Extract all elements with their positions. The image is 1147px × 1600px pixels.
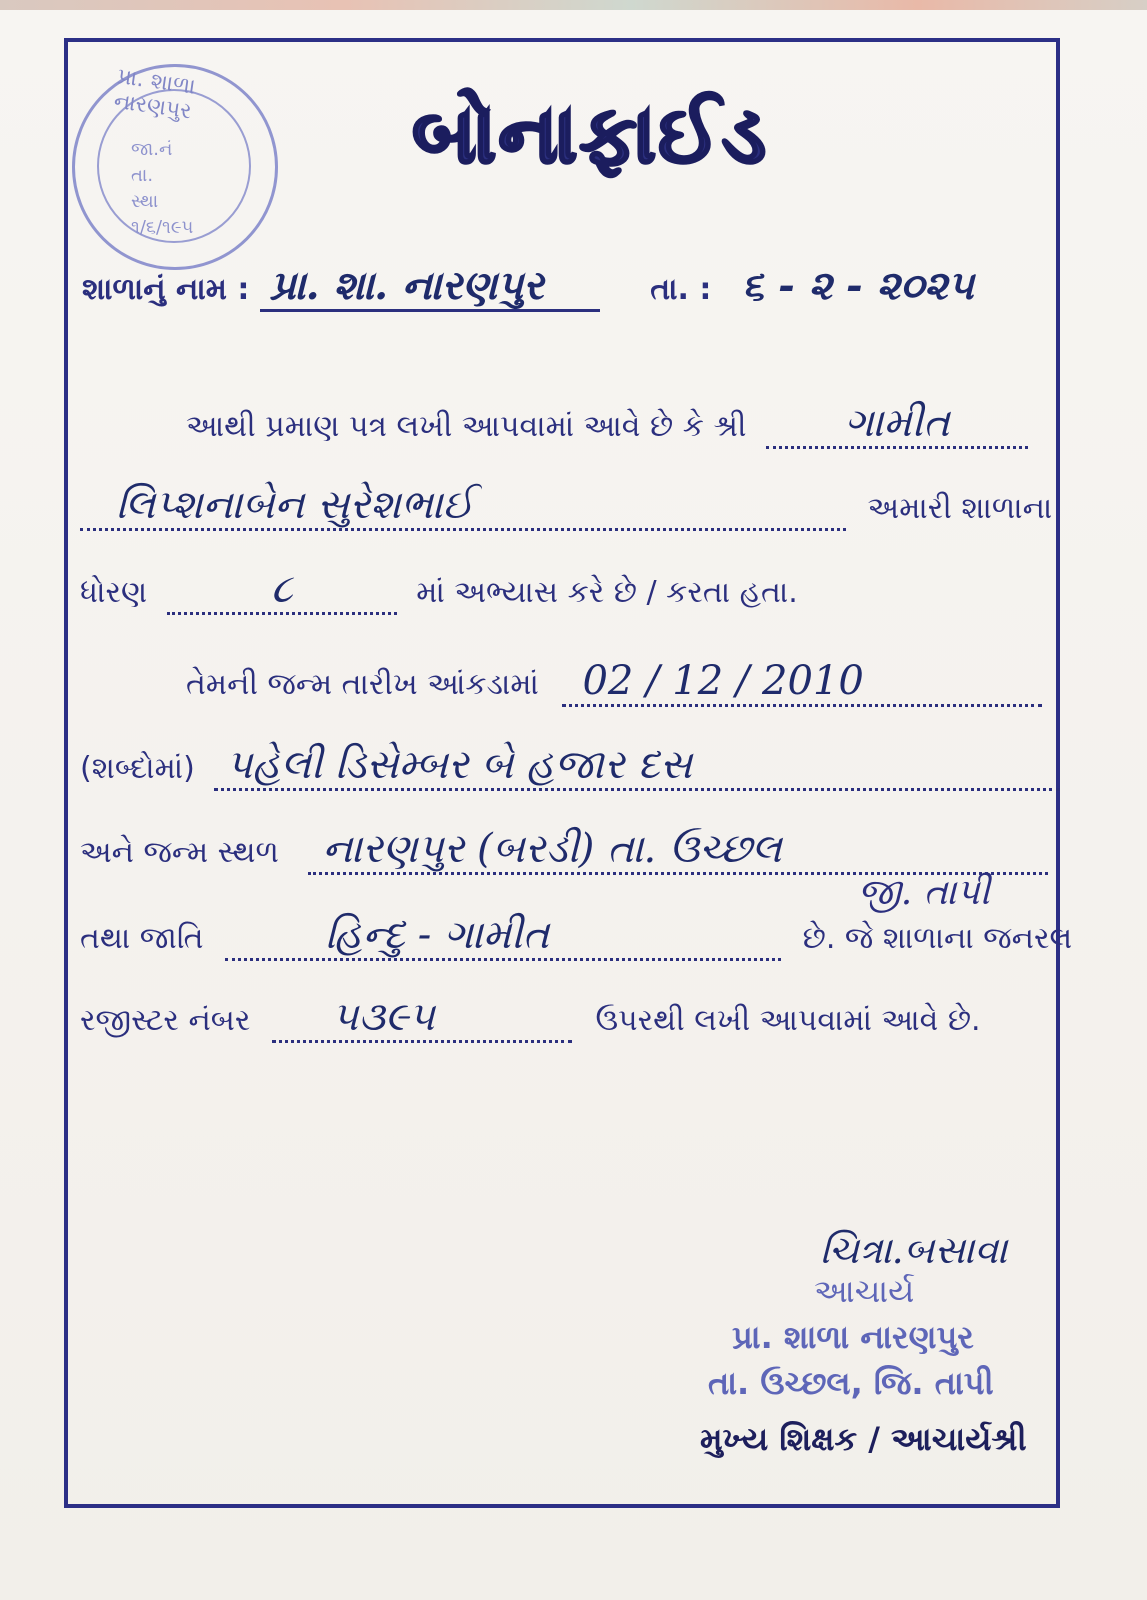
district-handwritten: જી. તાપી <box>858 872 990 913</box>
birth-date-value: 02 / 12 / 2010 <box>562 658 1042 707</box>
principal-signature: ચિત્રા.બસાવા <box>820 1228 1008 1272</box>
school-name-row <box>82 262 974 312</box>
register-number-value: ૫૩૯૫ <box>272 994 572 1043</box>
line-2 <box>80 482 1052 531</box>
caste-label: તથા જાતિ <box>80 921 204 956</box>
stamp-line: ૧/૬/૧૯૫ <box>131 217 194 238</box>
register-label: રજીસ્ટર નંબર <box>80 1003 251 1038</box>
surname-value: ગામીત <box>766 400 1028 449</box>
line-1 <box>186 400 1028 449</box>
stamp-address: તા. ઉચ્છલ, જિ. તાપી <box>708 1364 994 1402</box>
stamp-ring-text: પ્રા. શાળા નારણપુર <box>112 64 198 125</box>
school-name-label: શાળાનું નામ : <box>82 272 250 307</box>
birth-place-value: નારણપુર (બરડી) તા. ઉચ્છલ <box>308 826 1048 875</box>
stamp-school-name: પ્રા. શાળા નારણપુર <box>732 1318 974 1356</box>
words-label: (શબ્દોમાં) <box>80 751 195 786</box>
caste-value: હિન્દુ - ગામીત <box>225 912 781 961</box>
line-3 <box>80 566 798 615</box>
school-stamp <box>72 64 278 270</box>
line-6 <box>80 826 1048 875</box>
line-8-text: ઉપરથી લખી આપવામાં આવે છે. <box>595 1003 981 1038</box>
student-name-value: લિપ્શનાબેન સુરેશભાઈ <box>80 482 846 531</box>
date-label: તા. : <box>650 272 712 307</box>
stamp-line: જા.નં <box>131 139 173 160</box>
certificate-title: બોનાફાઈડ <box>412 88 768 181</box>
date-value: ૬ - ૨ - ૨૦૨૫ <box>741 262 974 309</box>
line-7-text: છે. જે શાળાના જનરલ <box>802 921 1073 956</box>
stamp-designation: આચાર્ય <box>814 1272 915 1310</box>
school-name-value: પ્રા. શા. નારણપુર <box>260 262 600 312</box>
line-4 <box>186 658 1042 707</box>
line-1-text: આથી પ્રમાણ પત્ર લખી આપવામાં આવે છે કે શ્રી <box>186 409 747 444</box>
line-3-text: માં અભ્યાસ કરે છે / કરતા હતા. <box>416 575 798 610</box>
line-8 <box>80 994 981 1043</box>
stamp-line: સ્થા <box>131 191 159 212</box>
birth-date-words-value: પહેલી ડિસેમ્બર બે હજાર દસ <box>214 742 1060 791</box>
line-5 <box>80 742 1060 791</box>
signatory-role: મુખ્ય શિક્ષક / આચાર્યશ્રી <box>700 1420 1027 1458</box>
birth-place-label: અને જન્મ સ્થળ <box>80 835 279 870</box>
line-7 <box>80 912 1072 961</box>
standard-label: ધોરણ <box>80 575 148 610</box>
birth-date-label: તેમની જન્મ તારીખ આંકડામાં <box>186 667 539 702</box>
line-2-text: અમારી શાળાના <box>867 491 1053 526</box>
standard-value: ૮ <box>167 566 397 615</box>
photo-edge <box>0 0 1147 10</box>
stamp-line: તા. <box>131 165 154 186</box>
